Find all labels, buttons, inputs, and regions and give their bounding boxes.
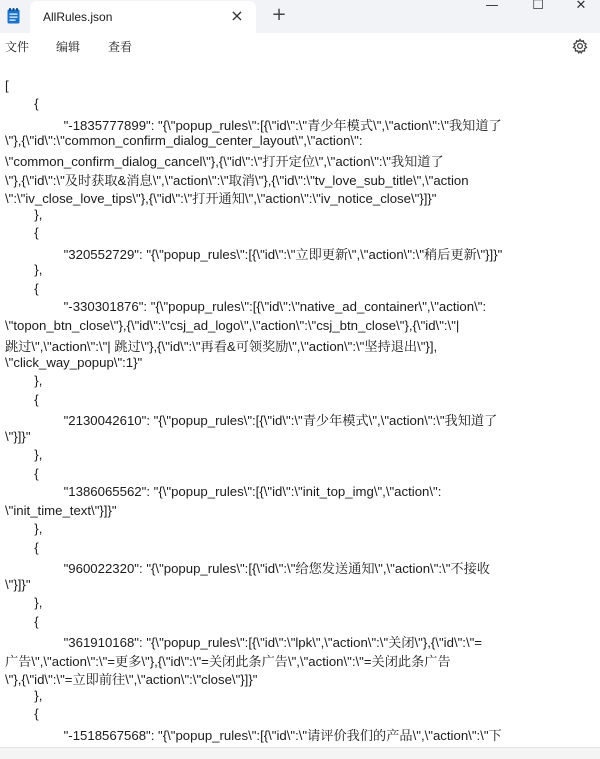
editor-line: }, (5, 688, 43, 703)
menu-view[interactable]: 查看 (108, 40, 133, 54)
editor-line: }, (5, 262, 43, 277)
editor-line: "-1835777899": "{\"popup_rules\":[{\"id\":\"青少年模式\",\"action\":\"我知道了 (5, 118, 502, 133)
new-tab-plus-icon[interactable]: + (271, 4, 287, 25)
editor-line: \"},{\"id\":\"=立即前往\",\"action\":\"close\"}]}" (5, 672, 258, 687)
menu-bar (0, 33, 600, 61)
tab-allrules[interactable] (30, 1, 256, 33)
editor-line: "2130042610": "{\"popup_rules\":[{\"id\":\"青少年模式\",\"action\":\"我知道了 (5, 413, 498, 428)
editor-line: "1386065562": "{\"popup_rules\":[{\"id\":\"init_top_img\",\"action\": (5, 484, 442, 499)
editor-line: \"}]}" (5, 577, 31, 592)
editor-line: }, (5, 373, 43, 388)
editor-line: { (5, 225, 39, 240)
editor-line: 跳过\",\"action\":\"| 跳过\"},{\"id\":\"再看&可领奖励\",\"action\":\"坚持退出\"}], (5, 339, 438, 354)
editor-line: { (5, 96, 39, 111)
editor-line: \"common_confirm_dialog_cancel\"},{\"id\":\"打开定位\",\"action\":\"我知道了 (5, 154, 444, 169)
editor-line: \"},{\"id\":\"common_confirm_dialog_center_layout\",\"action\": (5, 133, 363, 148)
editor-line: [ (5, 78, 9, 93)
editor-line: }, (5, 447, 43, 462)
editor-line: "960022320": "{\"popup_rules\":[{\"id\":\"给您发送通知\",\"action\":\"不接收 (5, 561, 490, 576)
editor-line: { (5, 540, 39, 555)
close-window-icon[interactable]: ✕ (575, 0, 587, 13)
editor-line: \"click_way_popup\":1}" (5, 355, 143, 370)
editor-line: "-1518567568": "{\"popup_rules\":[{\"id\":\"请评价我们的产品\",\"action\":\"下 (5, 728, 502, 743)
editor-line: \"},{\"id\":\"及时获取&消息\",\"action\":\"取消\"},{\"id\":\"tv_love_sub_title\",\"action (5, 173, 469, 188)
editor-line: \":\"iv_close_love_tips\"},{\"id\":\"打开通知\",\"action\":\"iv_notice_close\"}]}" (5, 191, 437, 206)
tab-close-icon[interactable]: × (230, 6, 244, 25)
status-bar (0, 747, 600, 759)
editor-line: { (5, 706, 39, 721)
title-bar (0, 0, 600, 33)
editor-line: "320552729": "{\"popup_rules\":[{\"id\":\"立即更新\",\"action\":\"稍后更新\"}]}" (5, 247, 503, 262)
editor-line: "-330301876": "{\"popup_rules\":[{\"id\":\"native_ad_container\",\"action\": (5, 299, 487, 314)
maximize-icon[interactable]: ☐ (532, 0, 544, 13)
editor-line: { (5, 466, 39, 481)
editor-line: \"init_time_text\"}]}" (5, 503, 117, 518)
editor-line: { (5, 392, 39, 407)
editor-line: 广告\",\"action\":\"=更多\"},{\"id\":\"=关闭此条广告\",\"action\":\"=关闭此条广告 (5, 654, 451, 669)
editor-line: { (5, 281, 39, 296)
menu-file[interactable]: 文件 (5, 40, 30, 54)
editor-line: \"topon_btn_close\"},{\"id\":\"csj_ad_logo\",\"action\":\"csj_btn_close\"},{\"id\":\"| (5, 318, 460, 333)
gear-icon[interactable] (572, 38, 588, 54)
text-editor[interactable] (0, 61, 600, 747)
editor-line: }, (5, 521, 43, 536)
minimize-icon[interactable]: — (485, 0, 499, 13)
editor-line: }, (5, 207, 43, 222)
notepad-icon (7, 8, 20, 24)
editor-line: "361910168": "{\"popup_rules\":[{\"id\":\"lpk\",\"action\":\"关闭\"},{\"id\":\"= (5, 635, 482, 650)
editor-line: }, (5, 595, 43, 610)
editor-line: { (5, 614, 39, 629)
menu-edit[interactable]: 编辑 (56, 40, 81, 54)
editor-line: \"}]}" (5, 429, 31, 444)
tab-label: AllRules.json (43, 10, 113, 24)
